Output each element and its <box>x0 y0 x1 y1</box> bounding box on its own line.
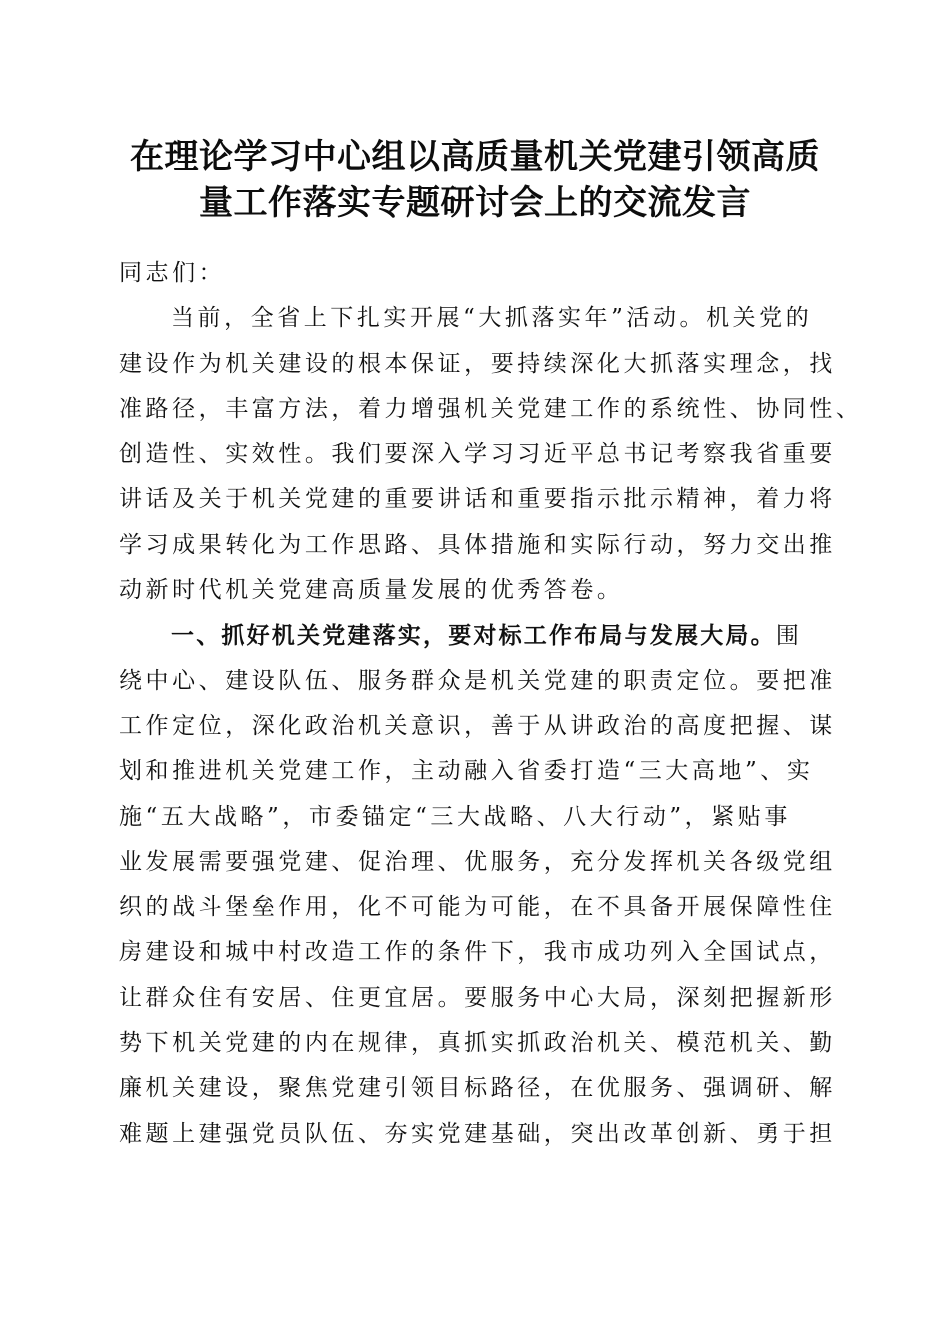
document-body <box>119 251 863 1157</box>
section-1-line-11: 廉机关建设，聚焦党建引领目标路径，在优服务、强调研、解 <box>119 1075 836 1102</box>
document-title <box>100 134 850 226</box>
paragraph-1-line-7: 动新时代机关党建高质量发展的优秀答卷。 <box>119 577 624 604</box>
section-1-line-3: 工作定位，深化政治机关意识，善于从讲政治的高度把握、谋 <box>119 712 836 739</box>
section-1-line-5: 施“五大战略”，市委锚定“三大战略、八大行动”，紧贴事 <box>119 803 791 830</box>
title-line-1: 在理论学习中心组以高质量机关党建引领高质 <box>130 137 820 177</box>
paragraph-1-line-4: 创造性、实效性。我们要深入学习习近平总书记考察我省重要 <box>119 441 836 468</box>
section-1-heading: 一、抓好机关党建落实，要对标工作布局与发展大局。 <box>171 622 776 650</box>
paragraph-1-line-3: 准路径，丰富方法，着力增强机关党建工作的系统性、协同性、 <box>119 395 863 422</box>
paragraph-1-line-1: 当前，全省上下扎实开展“大抓落实年”活动。机关党的 <box>171 305 813 332</box>
section-1-line-2: 绕中心、建设队伍、服务群众是机关党建的职责定位。要把准 <box>119 667 836 694</box>
section-1-line-10: 势下机关党建的内在规律，真抓实抓政治机关、模范机关、勤 <box>119 1030 836 1057</box>
section-1-line-9: 让群众住有安居、住更宜居。要服务中心大局，深刻把握新形 <box>119 984 836 1011</box>
paragraph-1-line-2: 建设作为机关建设的根本保证，要持续深化大抓落实理念，找 <box>119 350 836 377</box>
section-1-first-line <box>119 613 839 658</box>
section-1-first-line-rest: 围 <box>775 623 803 650</box>
section-1-line-4: 划和推进机关党建工作，主动融入省委打造“三大高地”、实 <box>119 758 814 785</box>
salutation: 同志们： <box>119 260 226 286</box>
section-1-line-12: 难题上建强党员队伍、夯实党建基础，突出改革创新、勇于担 <box>119 1120 836 1147</box>
title-line-2: 量工作落实专题研讨会上的交流发言 <box>199 183 751 223</box>
section-1-line-7: 织的战斗堡垒作用，化不可能为可能，在不具备开展保障性住 <box>119 894 836 921</box>
paragraph-1-line-6: 学习成果转化为工作思路、具体措施和实际行动，努力交出推 <box>119 531 836 558</box>
section-1-line-6: 业发展需要强党建、促治理、优服务，充分发挥机关各级党组 <box>119 848 836 875</box>
paragraph-1-line-5: 讲话及关于机关党建的重要讲话和重要指示批示精神，着力将 <box>119 486 836 513</box>
section-1-line-8: 房建设和城中村改造工作的条件下，我市成功列入全国试点， <box>119 939 836 966</box>
